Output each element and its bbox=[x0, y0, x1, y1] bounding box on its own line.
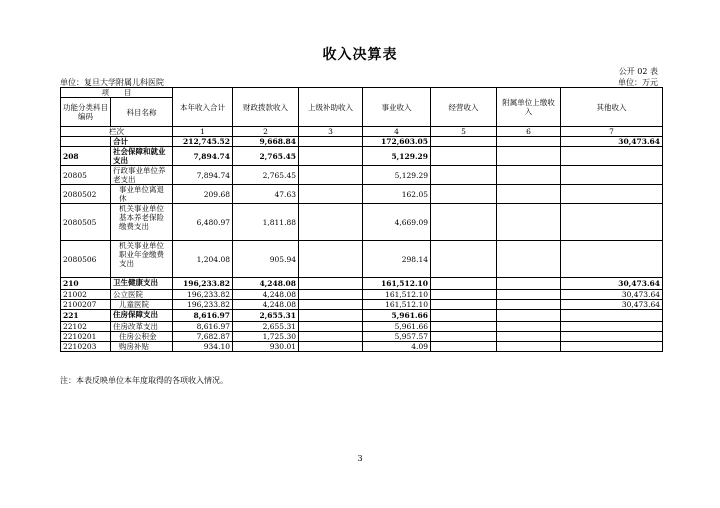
row-fiscal: 2,655.31 bbox=[233, 322, 299, 332]
row-operating bbox=[431, 185, 497, 204]
row-total: 196,233.82 bbox=[173, 300, 233, 310]
index-6: 6 bbox=[497, 127, 561, 137]
row-superior bbox=[299, 166, 363, 185]
total-affiliated bbox=[497, 137, 561, 147]
row-operating bbox=[431, 322, 497, 332]
income-table bbox=[60, 87, 663, 352]
row-affiliated bbox=[497, 300, 561, 310]
row-fiscal: 4,248.08 bbox=[233, 278, 299, 290]
row-total: 7,894.74 bbox=[173, 147, 233, 166]
row-business: 298.14 bbox=[363, 241, 431, 278]
row-affiliated bbox=[497, 342, 561, 352]
affiliated-header: 附属单位上缴收入 bbox=[497, 88, 561, 127]
row-business: 5,129.29 bbox=[363, 147, 431, 166]
table-row bbox=[61, 290, 663, 300]
operating-header: 经营收入 bbox=[431, 88, 497, 127]
row-fiscal: 4,248.08 bbox=[233, 290, 299, 300]
row-other bbox=[561, 147, 663, 166]
money-unit: 单位：万元 bbox=[618, 78, 658, 87]
row-other bbox=[561, 332, 663, 342]
row-business: 5,129.29 bbox=[363, 166, 431, 185]
row-affiliated bbox=[497, 310, 561, 322]
row-code: 21002 bbox=[61, 290, 111, 300]
table-row bbox=[61, 332, 663, 342]
total-label: 合计 bbox=[111, 137, 173, 147]
row-name: 住房改革支出 bbox=[111, 322, 173, 332]
row-operating bbox=[431, 342, 497, 352]
row-fiscal: 2,765.45 bbox=[233, 166, 299, 185]
row-code: 2080506 bbox=[61, 241, 111, 278]
row-business: 161,512.10 bbox=[363, 300, 431, 310]
row-other: 30,473.64 bbox=[561, 278, 663, 290]
row-total: 8,616.97 bbox=[173, 322, 233, 332]
row-name: 社会保障和就业支出 bbox=[111, 147, 173, 166]
total-header: 本年收入合计 bbox=[173, 88, 233, 127]
row-other bbox=[561, 322, 663, 332]
row-superior bbox=[299, 322, 363, 332]
row-operating bbox=[431, 204, 497, 241]
row-name: 公立医院 bbox=[111, 290, 173, 300]
row-superior bbox=[299, 300, 363, 310]
row-total: 1,204.08 bbox=[173, 241, 233, 278]
row-superior bbox=[299, 310, 363, 322]
row-business: 5,961.66 bbox=[363, 310, 431, 322]
form-code: 公开 02 表 bbox=[618, 67, 658, 76]
row-business: 161,512.10 bbox=[363, 278, 431, 290]
row-other bbox=[561, 342, 663, 352]
row-name: 机关事业单位基本养老保险缴费支出 bbox=[111, 204, 173, 241]
row-other bbox=[561, 241, 663, 278]
table-row bbox=[61, 310, 663, 322]
row-business: 4,669.09 bbox=[363, 204, 431, 241]
table-row bbox=[61, 322, 663, 332]
row-superior bbox=[299, 185, 363, 204]
row-code: 22102 bbox=[61, 322, 111, 332]
row-affiliated bbox=[497, 185, 561, 204]
index-4: 4 bbox=[363, 127, 431, 137]
total-other: 30,473.64 bbox=[561, 137, 663, 147]
row-fiscal: 47.63 bbox=[233, 185, 299, 204]
row-total: 196,233.82 bbox=[173, 278, 233, 290]
row-other: 30,473.64 bbox=[561, 300, 663, 310]
row-fiscal: 1,811.88 bbox=[233, 204, 299, 241]
row-code: 2100207 bbox=[61, 300, 111, 310]
row-total: 196,233.82 bbox=[173, 290, 233, 300]
row-code: 2080505 bbox=[61, 204, 111, 241]
table-row bbox=[61, 185, 663, 204]
row-superior bbox=[299, 204, 363, 241]
row-name: 行政事业单位养老支出 bbox=[111, 166, 173, 185]
total-fiscal: 9,668.84 bbox=[233, 137, 299, 147]
table-row bbox=[61, 300, 663, 310]
item-header: 项 目 bbox=[61, 88, 173, 98]
table-row bbox=[61, 166, 663, 185]
row-operating bbox=[431, 147, 497, 166]
fiscal-header: 财政拨款收入 bbox=[233, 88, 299, 127]
total-business: 172,603.05 bbox=[363, 137, 431, 147]
row-affiliated bbox=[497, 147, 561, 166]
row-superior bbox=[299, 241, 363, 278]
row-total: 7,682.87 bbox=[173, 332, 233, 342]
index-3: 3 bbox=[299, 127, 363, 137]
row-affiliated bbox=[497, 241, 561, 278]
row-total: 8,616.97 bbox=[173, 310, 233, 322]
business-header: 事业收入 bbox=[363, 88, 431, 127]
table-row bbox=[61, 147, 663, 166]
index-2: 2 bbox=[233, 127, 299, 137]
row-total: 7,894.74 bbox=[173, 166, 233, 185]
row-affiliated bbox=[497, 332, 561, 342]
row-code: 221 bbox=[61, 310, 111, 322]
row-code: 2080502 bbox=[61, 185, 111, 204]
row-name: 事业单位离退休 bbox=[111, 185, 173, 204]
row-name: 卫生健康支出 bbox=[111, 278, 173, 290]
index-7: 7 bbox=[561, 127, 663, 137]
total-total: 212,745.52 bbox=[173, 137, 233, 147]
name-header: 科目名称 bbox=[111, 98, 173, 127]
row-other bbox=[561, 185, 663, 204]
row-total: 6,480.97 bbox=[173, 204, 233, 241]
row-superior bbox=[299, 332, 363, 342]
row-superior bbox=[299, 290, 363, 300]
code-header: 功能分类科目编码 bbox=[61, 98, 111, 127]
index-1: 1 bbox=[173, 127, 233, 137]
index-label: 栏次 bbox=[61, 127, 173, 137]
row-superior bbox=[299, 342, 363, 352]
row-fiscal: 905.94 bbox=[233, 241, 299, 278]
row-name: 住房保障支出 bbox=[111, 310, 173, 322]
row-superior bbox=[299, 278, 363, 290]
row-superior bbox=[299, 147, 363, 166]
row-other bbox=[561, 204, 663, 241]
unit-label: 单位：复旦大学附属儿科医院 bbox=[60, 78, 164, 87]
row-operating bbox=[431, 290, 497, 300]
index-5: 5 bbox=[431, 127, 497, 137]
row-other bbox=[561, 310, 663, 322]
row-business: 161,512.10 bbox=[363, 290, 431, 300]
row-business: 162.05 bbox=[363, 185, 431, 204]
row-name: 住房公积金 bbox=[111, 332, 173, 342]
row-operating bbox=[431, 278, 497, 290]
table-row bbox=[61, 241, 663, 278]
row-business: 5,957.57 bbox=[363, 332, 431, 342]
superior-header: 上级补助收入 bbox=[299, 88, 363, 127]
row-fiscal: 4,248.08 bbox=[233, 300, 299, 310]
row-affiliated bbox=[497, 278, 561, 290]
row-fiscal: 2,765.45 bbox=[233, 147, 299, 166]
row-operating bbox=[431, 310, 497, 322]
table-row bbox=[61, 204, 663, 241]
row-name: 机关事业单位职业年金缴费支出 bbox=[111, 241, 173, 278]
row-fiscal: 930.01 bbox=[233, 342, 299, 352]
total-operating bbox=[431, 137, 497, 147]
row-total: 209.68 bbox=[173, 185, 233, 204]
row-code: 210 bbox=[61, 278, 111, 290]
row-code: 208 bbox=[61, 147, 111, 166]
total-superior bbox=[299, 137, 363, 147]
row-affiliated bbox=[497, 204, 561, 241]
other-header: 其他收入 bbox=[561, 88, 663, 127]
page-number: 3 bbox=[357, 454, 363, 463]
row-fiscal: 1,725.30 bbox=[233, 332, 299, 342]
row-business: 5,961.66 bbox=[363, 322, 431, 332]
row-code: 2210203 bbox=[61, 342, 111, 352]
total-row bbox=[61, 137, 663, 147]
row-code: 2210201 bbox=[61, 332, 111, 342]
row-affiliated bbox=[497, 166, 561, 185]
row-operating bbox=[431, 241, 497, 278]
row-operating bbox=[431, 332, 497, 342]
row-code: 20805 bbox=[61, 166, 111, 185]
page-title: 收入决算表 bbox=[322, 47, 398, 63]
row-other bbox=[561, 166, 663, 185]
row-fiscal: 2,655.31 bbox=[233, 310, 299, 322]
table-row bbox=[61, 278, 663, 290]
row-name: 儿童医院 bbox=[111, 300, 173, 310]
row-affiliated bbox=[497, 322, 561, 332]
row-operating bbox=[431, 166, 497, 185]
row-affiliated bbox=[497, 290, 561, 300]
row-name: 购房补贴 bbox=[111, 342, 173, 352]
table-row bbox=[61, 342, 663, 352]
table-note: 注：本表反映单位本年度取得的各项收入情况。 bbox=[60, 376, 228, 385]
row-total: 934.10 bbox=[173, 342, 233, 352]
row-operating bbox=[431, 300, 497, 310]
row-other: 30,473.64 bbox=[561, 290, 663, 300]
row-business: 4.09 bbox=[363, 342, 431, 352]
